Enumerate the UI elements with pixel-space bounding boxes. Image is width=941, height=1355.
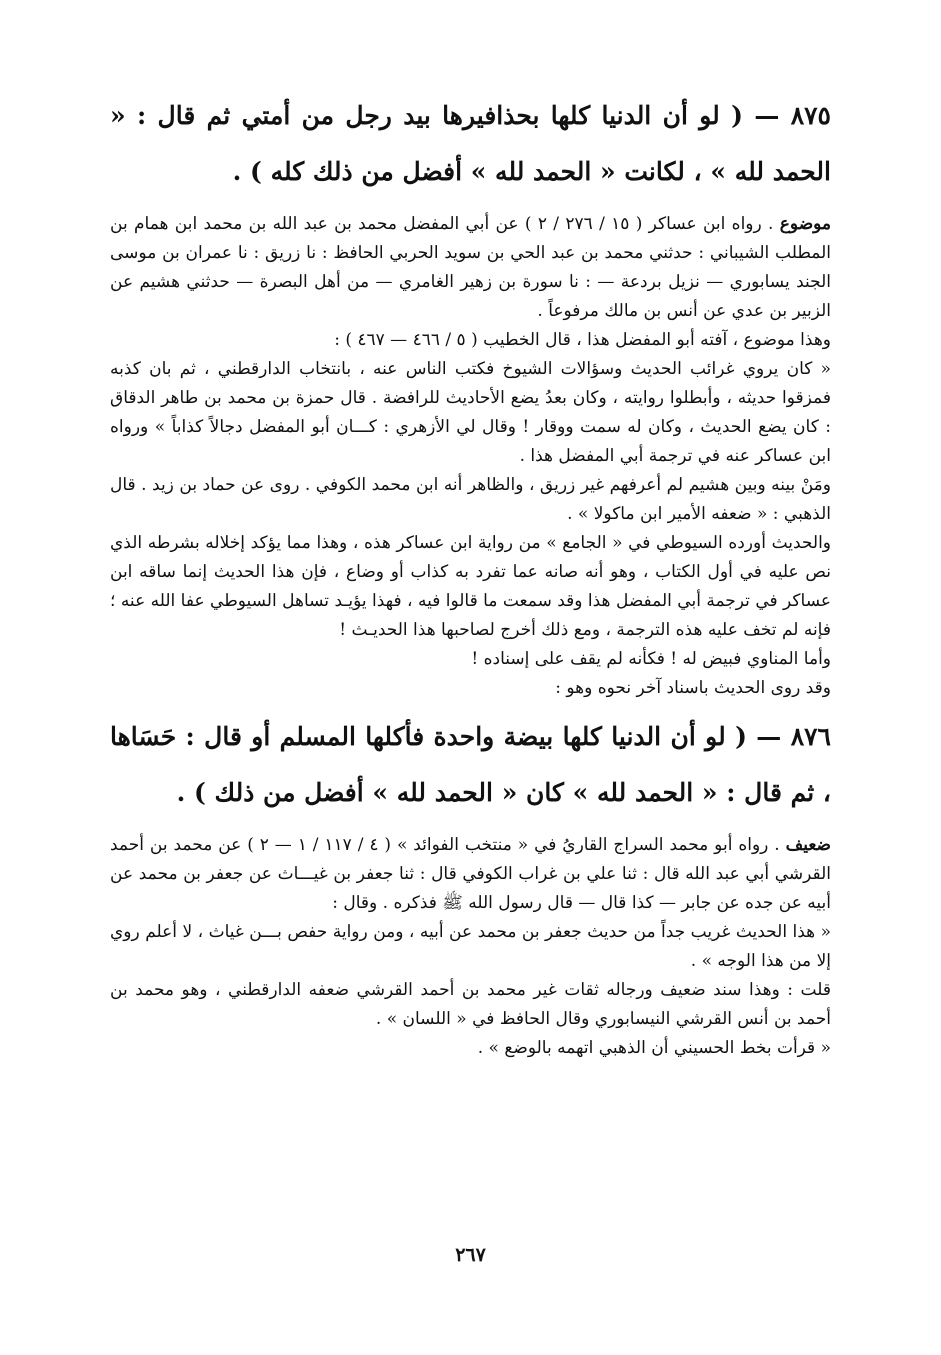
commentary-paragraph: قلت : وهذا سند ضعيف ورجاله ثقات غير محمد بن أحمد القرشي ضعفه الدارقطني ، وهو محمد بن أحمد بن أنس القرشي النيسابوري وقال الحافظ في « اللسان » . xyxy=(110,980,831,1029)
commentary-paragraph: ومَنْ بينه وبين هشيم لم أعرفهم غير زريق ، والظاهر أنه ابن محمد الكوفي . روى عن حماد بن زيد . قال الذهبي : « ضعفه الأمير ابن ماكولا » . xyxy=(110,475,831,524)
commentary-paragraph: والحديث أورده السيوطي في « الجامع » من رواية ابن عساكر هذه ، وهذا مما يؤكد إخلاله بشرطه الذي نص عليه في أول الكتاب ، وهو أنه صانه عما تفرد به كذاب أو وضاع ، فإن هذا الحديث إنما ساقه ابن عساكر في ترجمة أبي المفضل هذا وقد سمعت ما قالوا فيه ، فهذا يؤيـد تساهل السيوطي عفا الله عنه ؛ فإنه لم تخف عليه هذه الترجمة ، ومع ذلك أخرج لصاحبها هذا الحديـث ! xyxy=(110,533,831,640)
hadith-text: ( لو أن الدنيا كلها بحذافيرها بيد رجل من أمتي ثم قال : « الحمد لله » ، لكانت « الحمد لله » أفضل من ذلك كله ) . xyxy=(110,101,831,186)
commentary-text: . رواه أبو محمد السراج القاريُ في « منتخب الفوائد » ( ٤ / ١١٧ / ١ — ٢ ) عن محمد بن أحمد القرشي أبي عبد الله قال : ثنا علي بن غراب الكوفي قال : ثنا جعفر بن غيـــاث عن جعفر بن محمد عن أبيه عن جده عن جابر — كذا قال — قال رسول الله ﷺ فذكره . وقال : xyxy=(110,835,831,913)
hadith-number: ٨٧٦ — xyxy=(756,722,831,751)
hadith-876 xyxy=(110,709,831,821)
hadith-grade: موضوع xyxy=(779,214,832,234)
commentary-paragraph: وأما المناوي فبيض له ! فكأنه لم يقف على إسناده ! xyxy=(471,649,831,669)
quote-paragraph: « هذا الحديث غريب جداً من حديث جعفر بن محمد عن أبيه ، ومن رواية حفص بـــن غياث ، لا أعلم روي إلا من هذا الوجه » . xyxy=(110,922,831,971)
quote-paragraph: « كان يروي غرائب الحديث وسؤالات الشيوخ فكتب الناس عنه ، بانتخاب الدارقطني ، ثم بان كذبه فمزقوا حديثه ، وأبطلوا روايته ، وكان بعدُ يضع الأحاديث للرافضة . قال حمزة بن محمد بن طاهر الدقاق : كان يضع الحديث ، وكان له سمت ووقار ! وقال لي الأزهري : كـــان أبو المفضل دجالاً كذاباً » ورواه ابن عساكر عنه في ترجمة أبي المفضل هذا . xyxy=(110,359,831,466)
hadith-875 xyxy=(110,88,831,200)
commentary-paragraph: وقد روى الحديث باسناد آخر نحوه وهو : xyxy=(555,678,831,698)
quote-paragraph: « قرأت بخط الحسيني أن الذهبي اتهمه بالوضع » . xyxy=(477,1038,831,1058)
page-number: ٢٦٧ xyxy=(455,1244,486,1266)
hadith-text: ( لو أن الدنيا كلها بيضة واحدة فأكلها المسلم أو قال : حَسَاها ، ثم قال : « الحمد لله » كان « الحمد لله » أفضل من ذلك ) . xyxy=(110,722,831,807)
commentary-text: . رواه ابن عساكر ( ١٥ / ٢٧٦ / ٢ ) عن أبي المفضل محمد بن عبد الله بن محمد ابن همام بن المطلب الشيباني : حدثني محمد بن عبد الحي بن سويد الحربي الحافظ : نا زريق : نا عمران بن موسى الجند يسابوري — نزيل بردعة — : نا سورة بن زهير الغامري — من أهل البصرة — حدثني هشيم عن الزبير بن عدي عن أنس بن مالك مرفوعاً . xyxy=(110,214,831,321)
commentary-paragraph xyxy=(110,210,831,326)
hadith-number: ٨٧٥ — xyxy=(754,101,831,130)
hadith-grade: ضعيف xyxy=(785,835,831,855)
commentary-paragraph xyxy=(110,831,831,918)
commentary-paragraph: وهذا موضوع ، آفته أبو المفضل هذا ، قال الخطيب ( ٥ / ٤٦٦ — ٤٦٧ ) : xyxy=(334,330,831,350)
